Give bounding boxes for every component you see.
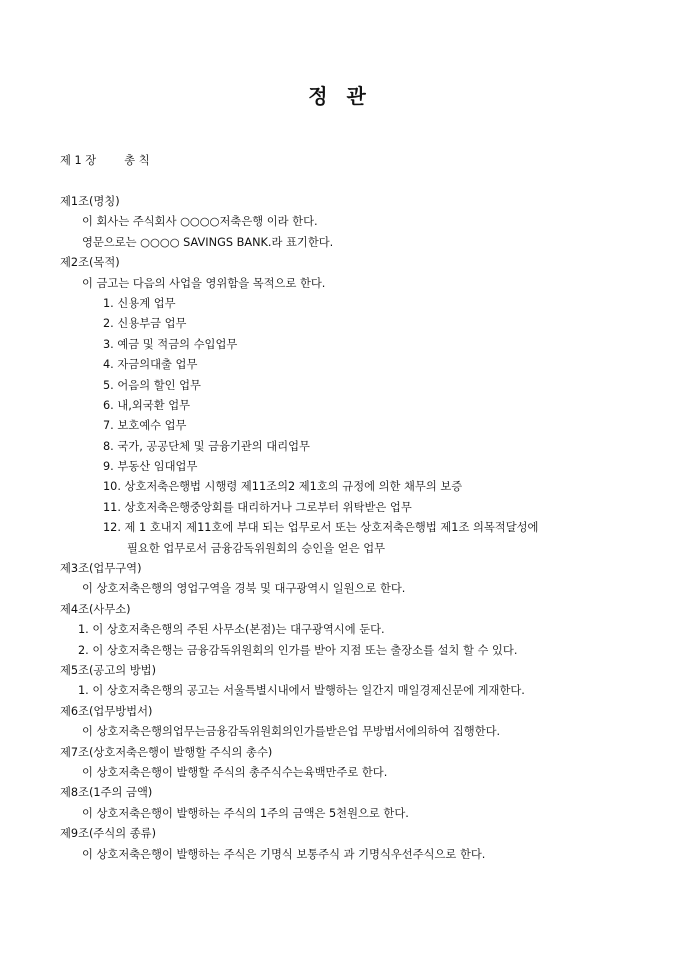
list-item: 12. 제 1 호내지 제11호에 부대 되는 업무로서 또는 상호저축은행법 제1조 의목적달성에	[103, 521, 539, 535]
article-heading: 제4조(사무소)	[60, 602, 131, 616]
list-item: 2. 신용부금 업무	[103, 317, 187, 331]
article-heading: 제9조(주식의 종류)	[60, 827, 156, 841]
article-heading: 제1조(명칭)	[60, 195, 120, 208]
article-heading: 제6조(업무방법서)	[60, 704, 153, 718]
article-heading: 제8조(1주의 금액)	[60, 786, 153, 800]
paragraph-line: 1. 이 상호저축은행의 주된 사무소(본점)는 대구광역시에 둔다.	[78, 623, 385, 637]
list-item: 3. 예금 및 적금의 수입업무	[103, 337, 238, 351]
paragraph-line: 이 금고는 다음의 사업을 영위함을 목적으로 한다.	[82, 276, 326, 290]
paragraph-line: 이 회사는 주식회사 ○○○○저축은행 이라 한다.	[82, 215, 318, 229]
list-item: 5. 어음의 할인 업무	[103, 378, 201, 392]
document-title: 정 관	[308, 84, 372, 108]
paragraph-line: 이 상호저축은행의업무는금융감독위원회의인가를받은업 무방법서에의하여 집행한다.	[82, 725, 501, 739]
chapter-heading	[60, 152, 150, 168]
list-item: 1. 신용계 업무	[103, 296, 176, 310]
list-item: 6. 내,외국환 업무	[103, 398, 191, 412]
list-item: 7. 보호예수 업무	[103, 419, 187, 433]
paragraph-line: 이 상호저축은행이 발행하는 주식의 1주의 금액은 5천원으로 한다.	[82, 806, 409, 820]
article-heading: 제7조(상호저축은행이 발행할 주식의 총수)	[60, 745, 273, 759]
paragraph-line: 이 상호저축은행이 발행할 주식의 총주식수는육백만주로 한다.	[82, 765, 388, 779]
paragraph-line: 2. 이 상호저축은행는 금융감독위원회의 인가를 받아 지점 또는 출장소를 설치 할 수 있다.	[78, 643, 518, 657]
paragraph-line: 영문으로는 ○○○○ SAVINGS BANK.라 표기한다.	[82, 235, 334, 249]
paragraph-line: 1. 이 상호저축은행의 공고는 서울특별시내에서 발행하는 일간지 매일경제신문에 게재한다.	[78, 684, 525, 698]
document-body	[0, 192, 680, 865]
chapter-name: 총 칙	[124, 154, 150, 167]
list-item: 필요한 업무로서 금융감독위원회의 승인을 얻은 업무	[127, 541, 386, 555]
paragraph-line: 이 상호저축은행의 영업구역을 경북 및 대구광역시 일원으로 한다.	[82, 582, 406, 596]
article-heading: 제3조(업무구역)	[60, 562, 142, 576]
list-item: 9. 부동산 임대업무	[103, 460, 198, 474]
list-item: 8. 국가, 공공단체 및 금융기관의 대리업무	[103, 439, 310, 453]
list-item: 10. 상호저축은행법 시행령 제11조의2 제1호의 규정에 의한 채무의 보증	[103, 480, 463, 494]
article-heading: 제5조(공고의 방법)	[60, 663, 156, 677]
article-heading: 제2조(목적)	[60, 256, 120, 270]
paragraph-line: 이 상호저축은행이 발행하는 주식은 기명식 보통주식 과 기명식우선주식으로 한다.	[82, 847, 486, 861]
list-item: 4. 자금의대출 업무	[103, 358, 198, 372]
list-item: 11. 상호저축은행중앙회를 대리하거나 그로부터 위탁받은 업무	[103, 500, 412, 514]
chapter-number: 제 1 장	[60, 154, 97, 167]
